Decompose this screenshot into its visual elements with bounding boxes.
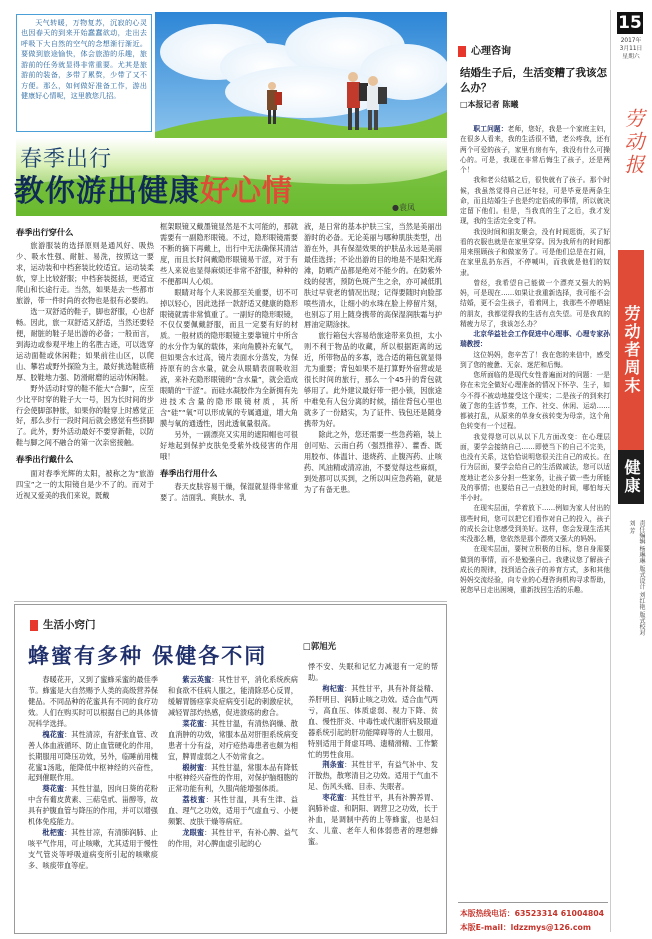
honey-desc: ：其性甘凉，有清肺润肺、止咳平气作用，可止咳嗽，尤其适用于慢性支气管炎等呼吸道病变所引起的咳嗽痰多、咳痰带血等症。: [28, 828, 158, 870]
honey-name: 荆条蜜: [322, 760, 345, 770]
answer-paragraph: 在现实层面，要树立积极的目标，您自身需要做到的事情，而不是勉强自己。我建议您了解孩子成长的规律，找到适合孩子的养育方式，多和其他妈妈交流经验，向专业的心理咨询机构寻求帮助，祝您早日走出困境，重新找回生活的乐趣。: [460, 545, 610, 595]
paragraph: 另外，一副漂亮又实用的遮阳帽也可很好地起到保护皮肤免受紫外线侵害的作用哦！: [160, 429, 298, 461]
answer-heading: 北京华益社会工作促进中心理事、心理专家孙瑞教授：: [460, 330, 610, 349]
honey-name: 菜花蜜: [182, 718, 205, 728]
editor-credits: 责任编辑 杨琳琳 版式设计 刘红艳 版式校对 刘 芳: [628, 520, 645, 636]
psychology-title: 结婚生子后，生活变糟了我该怎么办？: [460, 67, 607, 95]
honey-name: 枣花蜜: [322, 793, 345, 803]
honey-entry: [28, 784, 158, 828]
answer-paragraph: 在现实层面，学着放下……例如为家人付出的那些时间，您可以把它们看作对自己的投入，孩子的成长会让您感受到美好。这样，您会发现生活其实没那么糟，您依然是那个漂亮又强大的妈妈。: [460, 504, 610, 543]
feature-kicker: 春季出行: [20, 147, 113, 172]
date-day: 3月11日: [619, 46, 643, 53]
question-paragraph: 我没时间和朋友聚会，没有时间逛街，买了好看的衣服也就是在家里穿穿。因为我所有的时间都用来照顾孩子和做家务了。可是他们总是在打闹，在家里乱扔东西，不停喊叫，而我就是他们的奴隶。: [460, 227, 610, 277]
psychology-tab: [458, 44, 588, 60]
subhead-what-to-bring: 春季出行戴什么: [16, 454, 74, 465]
red-marker-icon: [30, 620, 38, 631]
column-divider: [610, 10, 611, 932]
honey-entry: [308, 684, 438, 761]
honey-entry: [168, 828, 298, 850]
question-paragraph: 曾经，我希望自己能做一个漂亮又强大的妈妈，可是现在……如果让我重新选择，我可能不会结婚，更不会生孩子，看着网上，我那些不停晒娃的朋友，我都觉得我的生活有点失望。可是我真的精疲力尽了，我该怎么办？: [460, 278, 610, 328]
paragraph: 旅游服装的选择原则是通风好、吸热少、吸水性强、耐脏、易洗，按照这一要求，运动装和中档套装比较适宜。运动装柔软，穿上比较舒服；中档套装挺括，更适宜爬山和长途行走。当然，如果是去一些都市旅游，带一件时尚的衣物也是很有必要的。: [16, 241, 154, 306]
section-main-label: 劳动者周末: [618, 250, 644, 450]
psychology-byline: □本报记者 陈曦: [460, 100, 519, 109]
question-paragraph: 我和老公结婚之后，很快就有了孩子。那个时候，我虽然觉得自己还年轻，可是毕竟是两条生命，而且结婚生子也是约定俗成的事情，所以就决定留下他们。但是，当我真的生了之后，我才发现，我的生活完全变了样。: [460, 176, 610, 226]
feature-column-3: [304, 222, 442, 495]
life-tips-label: 生活小窍门: [43, 619, 96, 631]
honey-name: 枸杞蜜: [322, 683, 345, 693]
headline-part-2: 好心情: [200, 174, 293, 209]
psychology-label: 心理咨询: [471, 46, 511, 57]
paragraph: 框架眼镜又戴墨镜显然是不太可能的，那就需要有一副隐形眼镜。不过，隐形眼镜需要不断的摘下再戴上，出行中无法确保其清洁度，而且长时间戴隐形眼镜易干涩，对于有些人来说也显得麻烦还非常不舒服，种种的不便都叫人心烦。: [160, 222, 298, 286]
honey-desc: ：其性甘温，有清热润燥、散血消肿的功效，常服本品对肝胆系统病变患者十分有益，对疔疮热毒患者也颇为相宜，脾胃虚弱之人不妨常食之。: [168, 718, 298, 761]
email-text: 本版E-mail：ldzzmys@126.com: [460, 923, 591, 932]
question-paragraph: [460, 124, 610, 175]
subhead-what-to-wear: 春季出行穿什么: [16, 227, 74, 237]
date-weekday: 星期六: [622, 54, 640, 61]
honey-entry: [168, 795, 298, 828]
intro-text: 天气转暖，万物复苏，沉寂的心灵也因春天的到来开始蠢蠢欲动，走出去呼吸下大自然的空气的念想渐行渐近。要做到旅途愉快，体会旅游的乐趣，旅游前的任务就显得非常重要。尤其是旅游前的装备，多带了累赘，少带了又不方便。那么，如何做好准备工作，游出健康好心情呢，这里教您几招。: [21, 18, 147, 100]
psychology-body: [460, 124, 610, 596]
paragraph: 选一双舒适的鞋子，脚也舒服，心也舒畅。因此，旅一双舒适又舒适，当然还要轻便，耐脏的鞋子是出游的必备；一般而言，到海边或参观平地上的名胜古迹，可以选穿运动面鞋或休闲鞋；如果前往山区，以爬山、攀岩或野外探险为主，最好挑选鞋底稍厚、胶鞋地力强、防滑耐磨的运动休闲鞋。: [16, 307, 154, 382]
paragraph: 面对春季光辉的太阳，被称之为“旅游四宝”之一的太阳镜自是少不了的。而对于近视又爱美的我们来说，既戴: [16, 468, 154, 500]
paragraph: 旅行箱包大容易给旅途带来负担，太小则不利于物品的收藏，所以根据距离的远近，所带物品的多寡，选合适的箱包就显得尤为重要；背包如果不是打算野外宿营或是很长时间的旅行，那么一个45升的背包就够用了。此外建议最好带一把小锁，因旅途中难免有人包分离的时候，插住背包心里也就多了一份踏实，为了证件、钱包还是随身携带为好。: [304, 331, 442, 428]
feature-column-1: [16, 222, 154, 502]
tips-column-2: [168, 641, 298, 850]
honey-name: 紫云英蜜: [182, 675, 212, 684]
section-sub-label: 健康: [618, 450, 644, 504]
hero-photo: [155, 12, 447, 144]
hotline-text: 本版热线电话：63523314 61004804: [460, 909, 605, 918]
honey-entry: [308, 793, 438, 848]
date-year: 2017年: [620, 38, 642, 44]
paragraph: 液，是日常的基本护肤三宝，当然是美丽出游时的必备。无论美丽与哪种肌肤类型，出游在外，具有保湿效果的护肤品永远是美丽最佳选择；不论出游的目的地是不是阳光海滩，防晒产品都是绝对不能少的。在防紫外线的侵害，预防色斑产生之余，亦可减低肌肤过早衰老的情况出现；记得要随时向脸部喷些清水，让细小的水珠在脸上停留片刻，也别忘了用上随身携带的高保湿润肤霜与护唇油定期涂抹。: [304, 222, 442, 330]
honey-name: 椴树蜜: [182, 762, 205, 772]
honey-name: 枇杷蜜: [42, 828, 65, 838]
honey-entry: [28, 828, 158, 872]
honey-desc: ：其性清凉，有舒张血管、改善人体血液循环、防止血管硬化的作用，长期服用可降压功效，另外，临睡前用槐花蜜1汤匙，能降低中枢神经的兴奋性，起到催眠作用。: [28, 729, 158, 783]
red-marker-icon: [458, 46, 466, 57]
honey-name: 槐花蜜: [42, 729, 65, 739]
tips-column-1: [28, 675, 158, 872]
paragraph: 春天皮肤容易干燥，保湿就显得非常重要了。洁面乳、爽肤水、乳: [160, 482, 298, 503]
honey-desc: ：其性甘平，具有补肾益精、养肝明目、润肺止咳之功效。适合血气两亏，高血压、体质虚弱、视力下降、贫血、慢性肝炎、中毒性或代谢肝病及眼道器系统引起的肝功能障碍等的人士服用，特别适用于肾虚耳鸣、遗精滑精、工作繁忙的男性食用。: [308, 683, 438, 759]
honey-entry: [168, 763, 298, 796]
feature-headline: [14, 169, 293, 215]
honey-entry: [168, 675, 298, 719]
life-tips-tab: [30, 618, 150, 634]
honey-entry: [168, 719, 298, 763]
honey-desc: ：其性甘平，消化系统疾病和食欲不佳病人服之，能清除恶心反胃，缓解胃肠痉挛炎症病变引起的刺激症状，减轻胃部灼热感，促进溃疡的愈合。: [168, 675, 298, 717]
section-banner: [614, 250, 648, 550]
answer-paragraph: 我觉得您可以从以下几方面改变：在心理层面，要学会接纳自己……即使当下的自己不完美，也没有关系，这恰恰说明您很关注自己的成长。在行为层面，要学会给自己的生活做减法，您可以适度地让老公多分担一些家务，让孩子做一些力所能及的事情；也要给自己一点独处的时间，哪怕每天半小时。: [460, 432, 610, 502]
paragraph: 除此之外，您还需要一些急药箱，装上创可贴、云南白药（强烈推荐）、藿香、既用胶布、体温计、退烧药、止腹泻药、止咳药、风油精或清凉油，不要觉得这些麻烦，到处都可以买到，之所以叫应急药箱，就是为了有备无患。: [304, 429, 442, 494]
answer-paragraph: 您所面临的是现代女性普遍面对的问题：一是你在未完全做好心理准备的情况下怀孕、生子，如今不得不被动地接受这个现实；二是孩子的到来打破了您的生活节奏，工作、社交、休闲、运动……都被打乱，从原来的单身女孩转变为母亲，这个角色转变有一个过程。: [460, 371, 610, 431]
honey-desc: ：其性甘平，有益气补中、发汗散热，散寒清目之功效。适用于气血不足、伤风头痛、目赤、失眠者。: [308, 760, 438, 792]
feature-column-2: [160, 222, 298, 504]
intro-box: [16, 14, 152, 132]
honey-desc: ：其性甘温，常服本品有降低中枢神经兴奋性的作用，对保护脑细胞的正常功能有利，久服尚能增强体质。: [168, 762, 298, 794]
honey-entry: [28, 730, 158, 785]
honey-desc: ：其性甘平，有补心脾、益气的作用，对心脾血虚引起的心: [168, 828, 298, 849]
life-tips-title: 蜂蜜有多种 保健各不同: [28, 644, 268, 668]
honey-name: 荔枝蜜: [182, 795, 206, 805]
tips-column-3: [308, 662, 438, 848]
honey-desc: ：其性甘温，因向日葵的花粉中含有葡皮黄素、三萜皂甙、甾醇等，故具有护腹血管与降压的作用，并可以增强机体免疫能力。: [28, 784, 158, 827]
answer-paragraph: 这位妈妈，您辛苦了！我在您的来信中，感受到了您的疲惫、无奈、迷茫和后悔。: [460, 350, 610, 369]
feature-author: ●袁凤: [392, 203, 415, 212]
question-label: 职工问题：: [473, 125, 508, 133]
honey-desc: ：其性甘平，具有补脾养胃、润肺补虚、和阴阳、调营卫之功效，长于补血，是调制中药的上等蜂蜜，也是妇女、儿童、老年人和体弱患者的理想蜂蜜。: [308, 793, 438, 846]
paragraph: 悸不安、失眠和记忆力减退有一定的帮助。: [308, 662, 438, 682]
paragraph: 眼睛对每个人来说都至关重要，切不可掉以轻心，因此选择一款舒适又健康的隐形眼镜就需非常慎重了。一副好的隐形眼镜，不仅仅要佩戴舒服，而且一定要有好的材质。一般材质的隐形眼镜主要靠镜片中所含的水分作为氧的载体，来向角膜补充氧气，但如果含水过高，镜片表面水分蒸发，为保持原有的含水量，就会从眼睛表面吸收泪液，来补充隐形眼镜的“含水量”，就会造成眼睛的“干涩”。而硅水凝胶作为全新拥有先进技术含量的隐形眼镜材质，其所含“硅”“氧”可以形成氧的专属通道，增大角膜与氧的通透性，因此透氧量很高。: [160, 287, 298, 428]
paragraph: 春暖花开，又到了蜜蜂采蜜的最佳季节。蜂蜜是大自然赐予人类的高级营养保健品。不同品种的花蜜具有不同的食疗功效。人们在购买时可以根据自己的具体情况科学选择。: [28, 675, 158, 728]
footer-divider: [458, 902, 608, 903]
paragraph: 野外活动时穿的鞋不能大“合脚”，应至少比平时穿的鞋子大一号，因为长时间的步行会使脚部肿胀，如果你的鞋穿上时感觉正好，那么步行一段时间后就会感觉有些挤脚了。此外，野外活动最好不要穿新鞋，以防鞋与脚之间不融合的第一次亲密接触。: [16, 383, 154, 448]
section-divider: [14, 601, 447, 602]
headline-part-1: 教你游出健康: [14, 174, 200, 209]
life-tips-author: □郭旭光: [303, 641, 337, 651]
issue-date: [617, 37, 645, 61]
honey-desc: ：其性甘温，具有生津、益血、理气之功效，适用于气虚血亏、小便频繁、皮肤干燥等病症。: [168, 795, 298, 827]
page-number: 15: [618, 13, 642, 33]
hero-photo-graphic: [155, 12, 447, 144]
subhead-what-to-use: 春季出行用什么: [160, 467, 218, 478]
masthead-logo: 劳动报: [621, 107, 645, 177]
question-text: 老师，您好，我是一个家庭主妇，在很多人看来，我的生活很不错，老公疼我，还有两个可爱的孩子，家里有房有车，我没有什么可操心的。可是，我现在非常后悔生了孩子，还是两个！: [460, 125, 611, 174]
honey-entry: [308, 760, 438, 793]
honey-name: 龙眼蜜: [182, 828, 205, 838]
honey-name: 葵花蜜: [42, 784, 65, 794]
